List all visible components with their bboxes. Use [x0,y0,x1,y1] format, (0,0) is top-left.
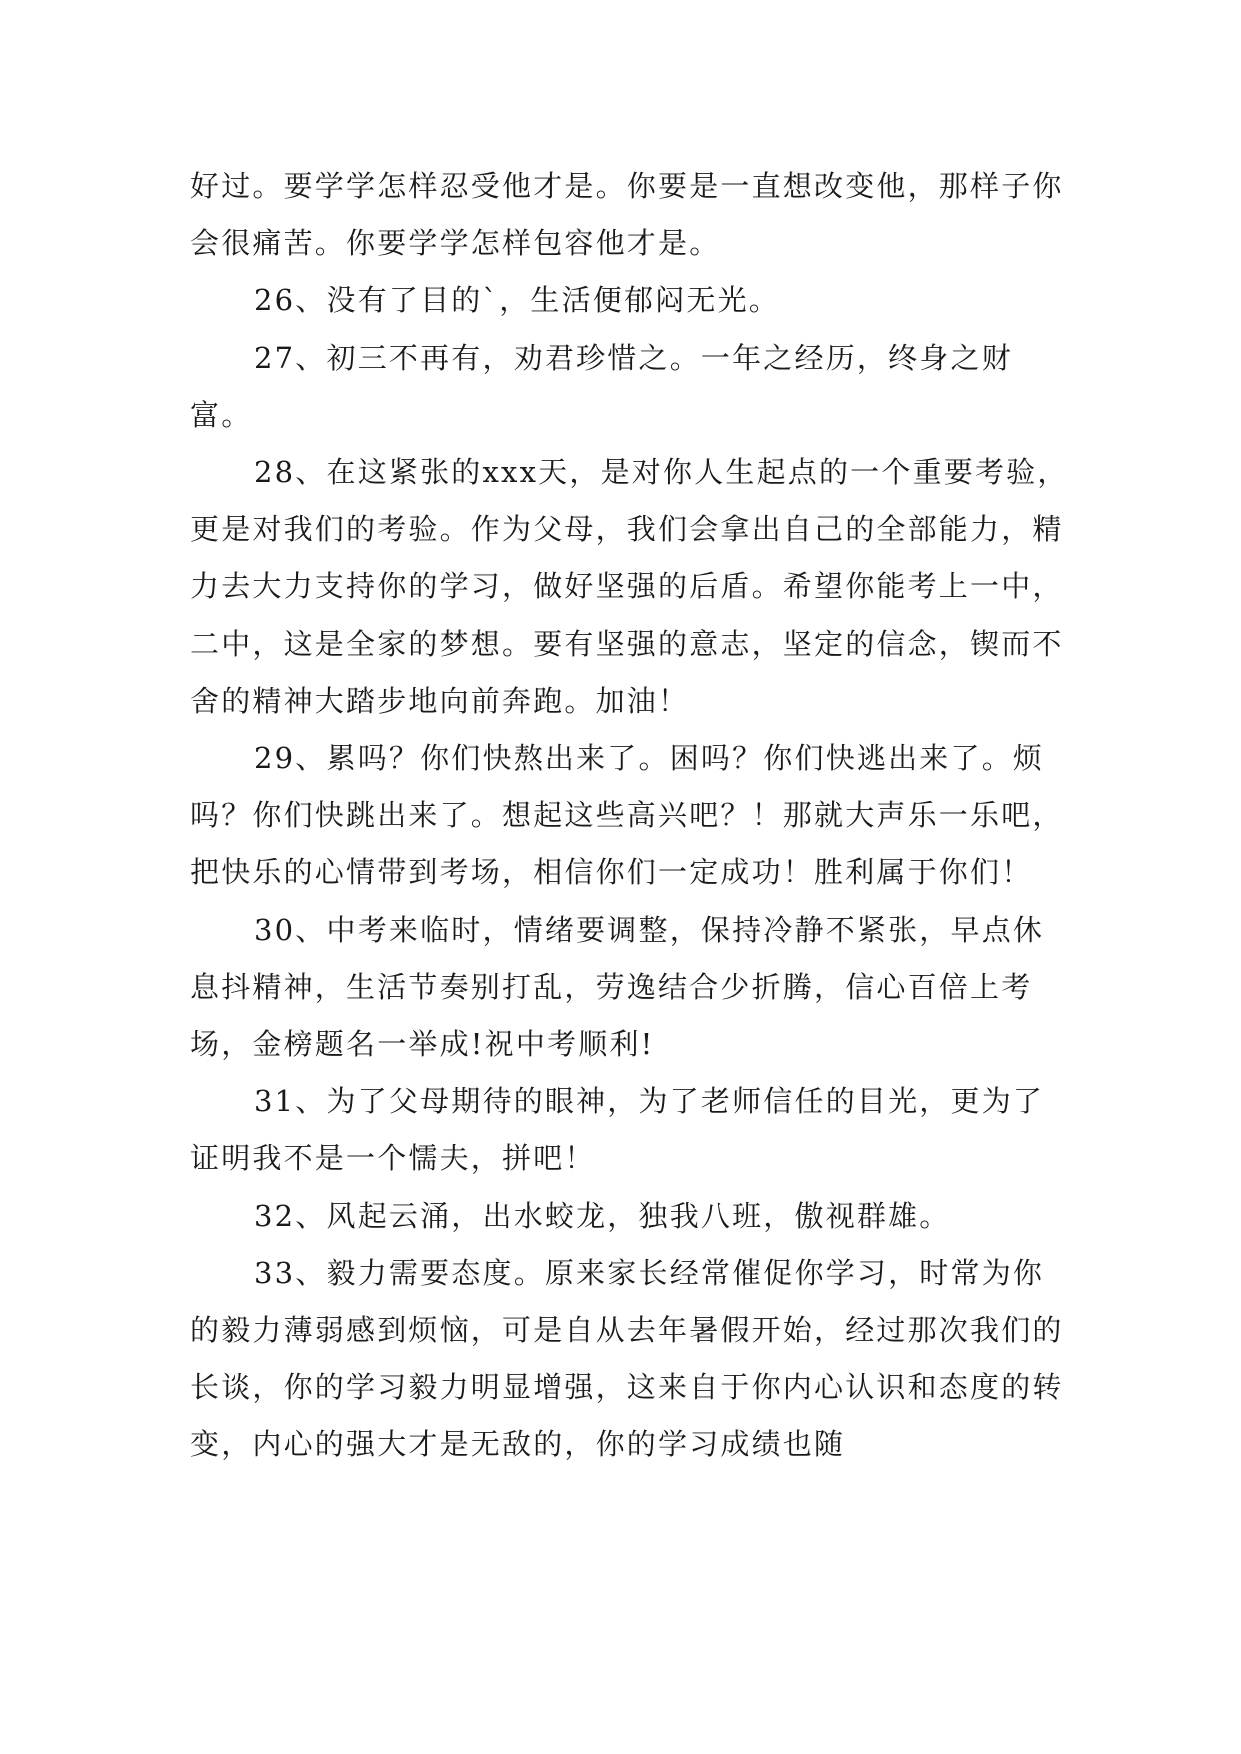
paragraph: 好过。要学学怎样忍受他才是。你要是一直想改变他，那样子你会很痛苦。你要学学怎样包容他才是。 [190,169,1064,261]
paragraph-28: 28、在这紧张的xxx天，是对你人生起点的一个重要考验，更是对我们的考验。作为父母，我们会拿出自己的全部能力，精力去大力支持你的学习，做好坚强的后盾。希望你能考上一中，二中，这是全家的梦想。要有坚强的意志，坚定的信念，锲而不舍的精神大踏步地向前奔跑。加油！ [190,455,1069,718]
paragraph-32: 32、风起云涌，出水蛟龙，独我八班，傲视群雄。 [254,1198,951,1233]
paragraph-27: 27、初三不再有，劝君珍惜之。一年之经历，终身之财富。 [190,340,1013,432]
paragraph-26: 26、没有了目的`，生活便郁闷无光。 [254,283,781,318]
paragraph-30: 30、中考来临时，情绪要调整，保持冷静不紧张，早点休息抖精神，生活节奏别打乱，劳逸结合少折腾，信心百倍上考场，金榜题名一举成!祝中考顺利! [190,912,1045,1062]
paragraph-31: 31、为了父母期待的眼神，为了老师信任的目光，更为了证明我不是一个懦夫，拼吧！ [190,1084,1045,1176]
document-body [190,158,1070,1474]
paragraph-33: 33、毅力需要态度。原来家长经常催促你学习，时常为你的毅力薄弱感到烦恼，可是自从去年暑假开始，经过那次我们的长谈，你的学习毅力明显增强，这来自于你内心认识和态度的转变，内心的强大才是无敌的，你的学习成绩也随 [190,1255,1064,1462]
paragraph-29: 29、累吗？你们快熬出来了。困吗？你们快逃出来了。烦吗？你们快跳出来了。想起这些高兴吧？！那就大声乐一乐吧，把快乐的心情带到考场，相信你们一定成功！胜利属于你们！ [190,741,1064,890]
